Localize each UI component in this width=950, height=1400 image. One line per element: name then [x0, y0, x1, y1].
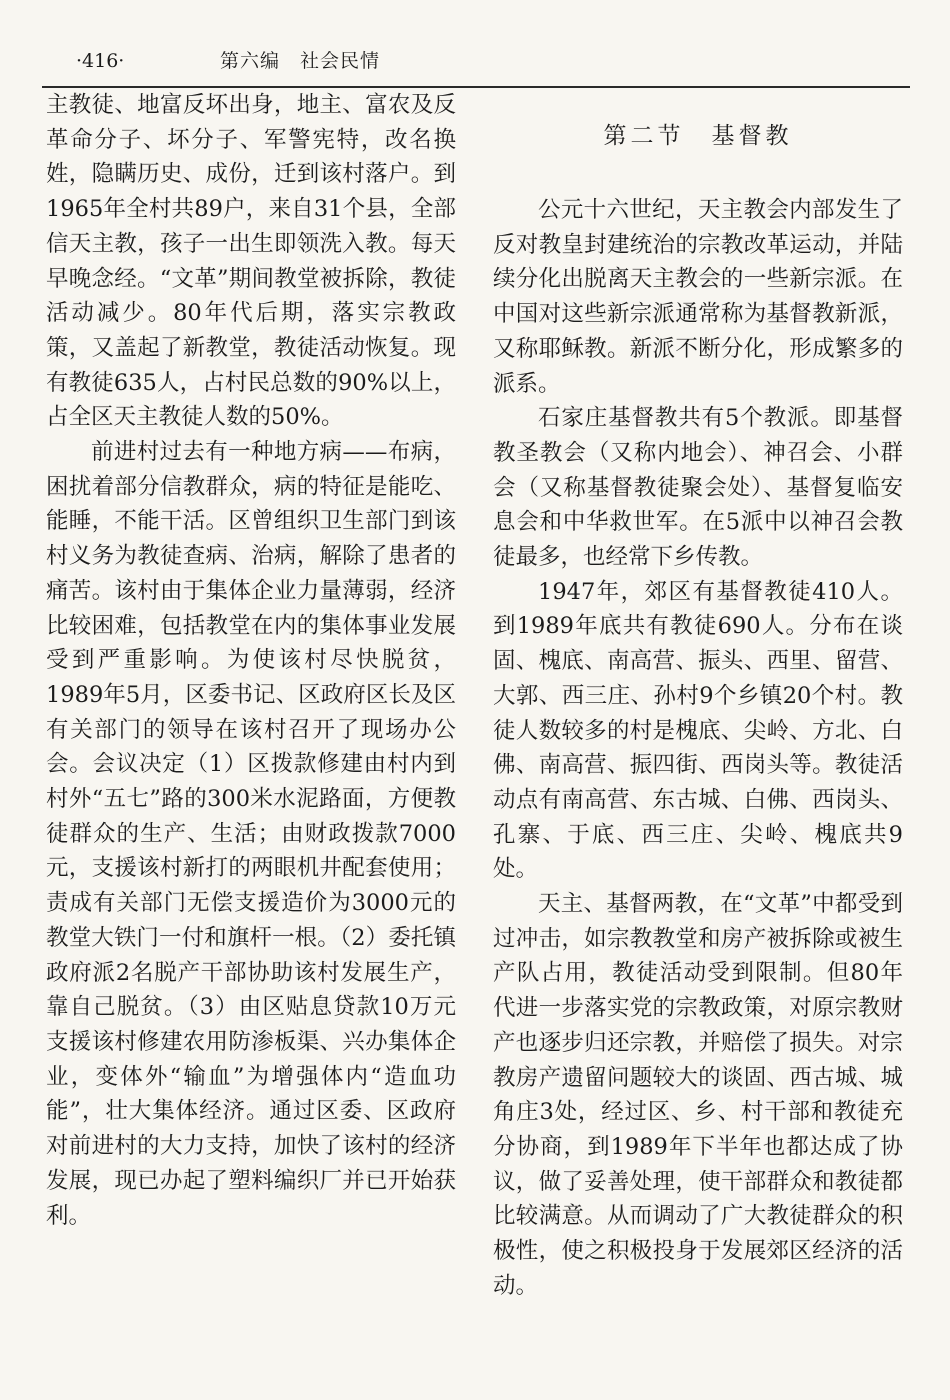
paragraph: 天主、基督两教，在“文革”中都受到过冲击，如宗教教堂和房产被拆除或被生产队占用，教徒活动受到限制。但80年代进一步落实党的宗教政策，对原宗教财产也逐步归还宗教，并赔偿了损失。对宗教房产遗留问题较大的谈固、西古城、城角庄3处，经过区、乡、村干部和教徒充分协商，到1989年下半年也都达成了协议，做了妥善处理，使干部群众和教徒都比较满意。从而调动了广大教徒群众的积极性，使之积极投身于发展郊区经济的活动。 — [493, 891, 903, 1299]
paragraph: 1947年，郊区有基督教徒410人。到1989年底共有教徒690人。分布在谈固、槐底、南高营、振头、西里、留营、大郭、西三庄、孙村9个乡镇20个村。教徒人数较多的村是槐底、尖岭、方北、白佛、南高营、振四街、西岗头等。教徒活动点有南高营、东古城、白佛、西岗头、孔寨、于底、西三庄、尖岭、槐底共9处。 — [493, 578, 903, 883]
section-heading: 第二节 基督教 — [603, 123, 793, 149]
paragraph: 主教徒、地富反坏出身，地主、富农及反革命分子、坏分子、军警宪特，改名换姓，隐瞒历史、成份，迁到该村落户。到1965年全村共89户，来自31个县，全部信天主教，孩子一出生即领洗入教。每天早晚念经。“文革”期间教堂被拆除，教徒活动减少。80年代后期，落实宗教政策，又盖起了新教堂，教徒活动恢复。现有教徒635人，占村民总数的90%以上，占全区天主教徒人数的50%。 — [46, 92, 456, 431]
paragraph: 前进村过去有一种地方病——布病，困扰着部分信教群众，病的特征是能吃、能睡，不能干活。区曾组织卫生部门到该村义务为教徒查病、治病，解除了患者的痛苦。该村由于集体企业力量薄弱，经济比较困难，包括教堂在内的集体事业发展受到严重影响。为使该村尽快脱贫，1989年5月，区委书记、区政府区长及区有关部门的领导在该村召开了现场办公会。会议决定（1）区拨款修建由村内到村外“五七”路的300米水泥路面，方便教徒群众的生产、生活；由财政拨款7000元，支援该村新打的两眼机井配套使用；责成有关部门无偿支援造价为3000元的教堂大铁门一付和旗杆一根。（2）委托镇政府派2名脱产干部协助该村发展生产，靠自己脱贫。（3）由区贴息贷款10万元支援该村修建农用防渗板渠、兴办集体企业，变体外“输血”为增强体内“造血功能”，壮大集体经济。通过区委、区政府对前进村的大力支持，加快了该村的经济发展，现已办起了塑料编织厂并已开始获利。 — [46, 439, 456, 1229]
page-header — [60, 44, 910, 84]
left-column — [46, 88, 456, 1233]
paragraph: 石家庄基督教共有5个教派。即基督教圣教会（又称内地会）、神召会、小群会（又称基督教徒聚会处）、基督复临安息会和中华救世军。在5派中以神召会教徒最多，也经常下乡传教。 — [493, 405, 903, 571]
paragraph: 公元十六世纪，天主教会内部发生了反对教皇封建统治的宗教改革运动，并陆续分化出脱离天主教会的一些新宗派。在中国对这些新宗派通常称为基督教新派，又称耶稣教。新派不断分化，形成繁多的派系。 — [493, 197, 903, 397]
page-number: ·416· — [76, 50, 125, 72]
running-section-title: 第六编 社会民情 — [220, 50, 381, 72]
right-column — [493, 88, 903, 1304]
